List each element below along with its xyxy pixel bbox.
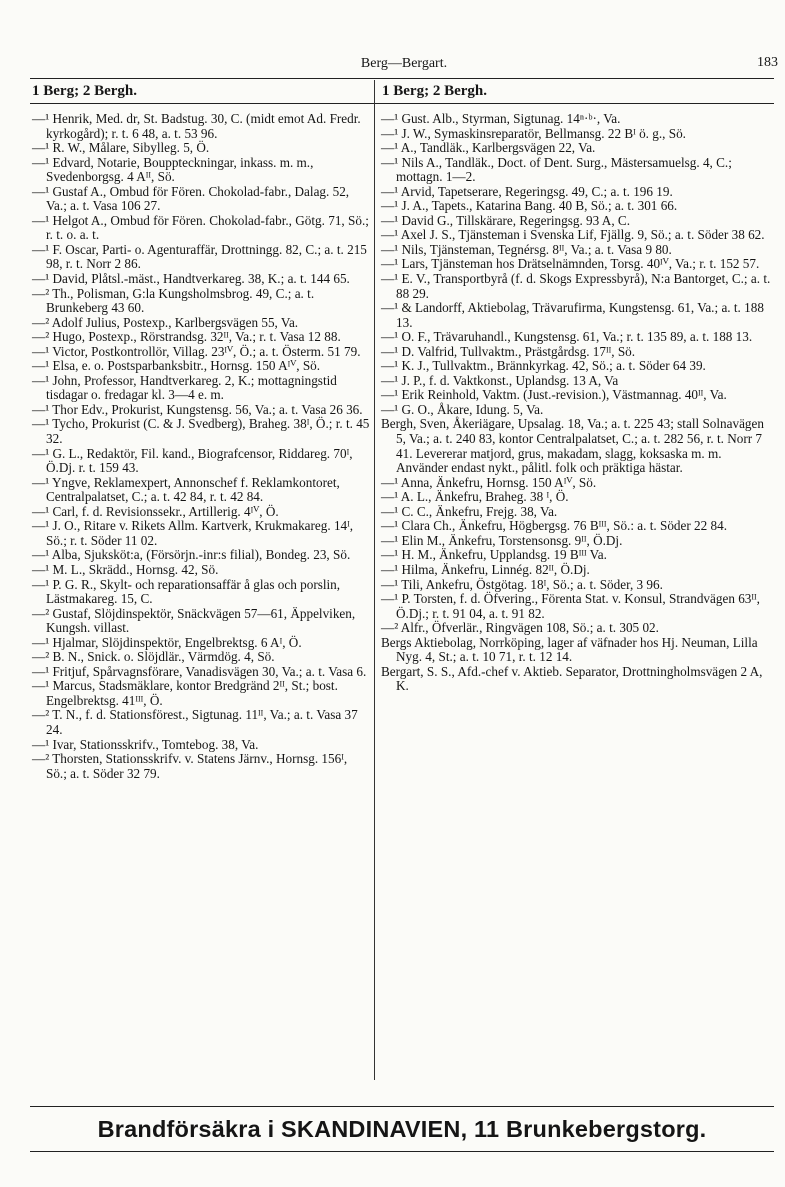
directory-entry: —² T. N., f. d. Stationsförest., Sigtunag. 11ᴵᴵ, Va.; a. t. Vasa 37 24.: [32, 707, 358, 737]
directory-entry: —¹ Gust. Alb., Styrman, Sigtunag. 14ⁿ·ᵇ·, Va.: [381, 111, 621, 126]
directory-entry: —² Gustaf, Slöjdinspektör, Snäckvägen 57—61, Äppelviken, Kungsh. villast.: [32, 605, 356, 636]
directory-entry: —¹ H. M., Änkefru, Upplandsg. 19 Bᴵᴵᴵ Va.: [381, 547, 607, 563]
directory-entry: —¹ Anna, Änkefru, Hornsg. 150 Aᴵⱽ, Sö.: [381, 474, 597, 490]
directory-entry: —¹ P. G. R., Skylt- och reparationsaffär å glas och porslin, Lästmakareg. 15, C.: [32, 576, 341, 607]
directory-entry: —¹ Elsa, e. o. Postsparbanksbitr., Hornsg. 150 Aᴵⱽ, Sö.: [32, 358, 321, 374]
directory-entry: —¹ Marcus, Stadsmäklare, kontor Bredgränd 2ᴵᴵ, St.; bost. Engelbrektsg. 41ᴵᴵᴵ, Ö.: [32, 678, 338, 708]
directory-entry: —¹ O. F., Trävaruhandl., Kungstensg. 61, Va.; r. t. 135 89, a. t. 188 13.: [381, 329, 753, 345]
left-column: [32, 112, 370, 781]
directory-entry: —¹ M. L., Skrädd., Hornsg. 42, Sö.: [32, 561, 219, 577]
directory-entry: —¹ Elin M., Änkefru, Torstensonsg. 9ᴵᴵ, Ö.Dj.: [381, 532, 623, 548]
directory-entry: —¹ K. J., Tullvaktm., Brännkyrkag. 42, Sö.; a. t. Söder 64 39.: [381, 358, 706, 374]
directory-entry: —¹ Tili, Ankefru, Östgötag. 18ᴵ, Sö.; a. t. Söder, 3 96.: [381, 576, 663, 592]
directory-entry: —¹ Carl, f. d. Revisionssekr., Artillerig. 4ᴵⱽ, Ö.: [32, 503, 279, 519]
directory-entry: —¹ Ivar, Stationsskrifv., Tomtebog. 38, Va.: [32, 736, 259, 752]
directory-entry: —¹ Nils, Tjänsteman, Tegnérsg. 8ᴵᴵ, Va.; a. t. Vasa 9 80.: [381, 241, 672, 257]
left-column-heading: 1 Berg; 2 Bergh.: [32, 83, 137, 99]
directory-entry: —¹ Yngve, Reklamexpert, Annonschef f. Reklamkontoret, Centralpalatset, C.; a. t. 42 84, r. t. 42 84.: [32, 474, 340, 505]
directory-entry: —¹ Axel J. S., Tjänsteman i Svenska Lif, Fjällg. 9, Sö.; a. t. Söder 38 62.: [381, 227, 765, 243]
directory-entry: —¹ Fritjuf, Spårvagnsförare, Vanadisvägen 30, Va.; a. t. Vasa 6.: [32, 663, 367, 679]
directory-entry: —¹ F. Oscar, Parti- o. Agenturaffär, Drottningg. 82, C.; a. t. 215 98, r. t. Norr 2 86.: [32, 241, 367, 272]
directory-entry: —¹ Alba, Sjuksköt:a, (Försörjn.-inr:s filial), Bondeg. 23, Sö.: [32, 547, 351, 563]
directory-entry: —¹ D. Valfrid, Tullvaktm., Prästgårdsg. 17ᴵᴵ, Sö.: [381, 343, 636, 359]
directory-entry: Bergs Aktiebolag, Norrköping, lager af väfnader hos Hj. Neuman, Lilla Nyg. 4, St.; a. t. 10 71, r. t. 12 14.: [381, 634, 758, 665]
directory-entry: —¹ Henrik, Med. dr, St. Badstug. 30, C. (midt emot Ad. Fredr. kyrkogård); r. t. 6 48, a. t. 53 96.: [32, 111, 361, 141]
directory-entry: —¹ David G., Tillskärare, Regeringsg. 93 A, C.: [381, 212, 631, 228]
directory-entry: —¹ Clara Ch., Änkefru, Högbergsg. 76 Bᴵᴵᴵ, Sö.: a. t. Söder 22 84.: [381, 518, 728, 534]
directory-entry: —¹ J. P., f. d. Vaktkonst., Uplandsg. 13 A, Va: [381, 372, 619, 388]
directory-entry: Bergh, Sven, Åkeriägare, Upsalag. 18, Va.; a. t. 225 43; stall Solnavägen 5, Va.; a. t. 240 83, kontor Centralpalatset, C.; a. t. 282 56, r. t. Norr 7 41. Levererar matjord, grus, makadam, slagg, koksaska m. m. Använder endast nykt., pålitl. folk och präktiga hästar.: [381, 416, 764, 476]
directory-entry: —² Alfr., Öfverlär., Ringvägen 108, Sö.; a. t. 305 02.: [381, 620, 659, 636]
directory-entry: —¹ Arvid, Tapetserare, Regeringsg. 49, C.; a. t. 196 19.: [381, 183, 673, 199]
directory-entry: —¹ G. L., Redaktör, Fil. kand., Biografcensor, Riddareg. 70ᴵ, Ö.Dj. r. t. 159 43.: [32, 445, 353, 476]
header-rule: [30, 78, 774, 79]
directory-entry: —¹ Victor, Postkontrollör, Villag. 23ᴵⱽ, Ö.; a. t. Österm. 51 79.: [32, 343, 361, 359]
directory-entry: —¹ C. C., Änkefru, Frejg. 38, Va.: [381, 503, 558, 519]
directory-entry: —¹ Tycho, Prokurist (C. & J. Svedberg), Braheg. 38ᴵ, Ö.; r. t. 45 32.: [32, 416, 370, 447]
directory-entry: —¹ David, Plåtsl.-mäst., Handtverkareg. 38, K.; a. t. 144 65.: [32, 271, 350, 287]
directory-entry: Bergart, S. S., Afd.-chef v. Aktieb. Separator, Drottningholmsvägen 2 A, K.: [381, 663, 763, 694]
right-column: [381, 112, 771, 694]
directory-entry: —¹ G. O., Åkare, Idung. 5, Va.: [381, 401, 544, 417]
directory-entry: —¹ Thor Edv., Prokurist, Kungstensg. 56, Va.; a. t. Vasa 26 36.: [32, 401, 363, 417]
directory-entry: —² Th., Polisman, G:la Kungsholmsbrog. 49, C.; a. t. Brunkeberg 43 60.: [32, 285, 315, 316]
running-title: Berg—Bergart.: [360, 56, 448, 71]
directory-entry: —¹ A. L., Änkefru, Braheg. 38 ᴵ, Ö.: [381, 489, 569, 505]
directory-entry: —¹ Erik Reinhold, Vaktm. (Just.-revision.), Västmannag. 40ᴵᴵ, Va.: [381, 387, 727, 403]
right-column-heading: 1 Berg; 2 Bergh.: [382, 83, 487, 99]
page-number: 183: [757, 55, 778, 70]
directory-entry: —¹ J. A., Tapets., Katarina Bang. 40 B, Sö.; a. t. 301 66.: [381, 198, 678, 214]
directory-entry: —¹ Lars, Tjänsteman hos Drätselnämnden, Torsg. 40ᴵⱽ, Va.; r. t. 152 57.: [381, 256, 760, 272]
directory-entry: —¹ Hjalmar, Slöjdinspektör, Engelbrektsg. 6 Aᴵ, Ö.: [32, 634, 302, 650]
advert-banner: Brandförsäkra i SKANDINAVIEN, 11 Brunkebergstorg.: [30, 1106, 774, 1152]
directory-entry: —¹ Edvard, Notarie, Bouppteckningar, inkass. m. m., Svedenborgsg. 4 Aᴵᴵ, Sö.: [32, 154, 314, 185]
directory-entry: —² Thorsten, Stationsskrifv. v. Statens Järnv., Hornsg. 156ᴵ, Sö.; a. t. Söder 32 79.: [32, 751, 348, 781]
directory-entry: —¹ Hilma, Änkefru, Linnég. 82ᴵᴵ, Ö.Dj.: [381, 561, 590, 577]
directory-entry: —¹ R. W., Målare, Sibylleg. 5, Ö.: [32, 140, 210, 156]
directory-entry: —² Hugo, Postexp., Rörstrandsg. 32ᴵᴵ, Va.; r. t. Vasa 12 88.: [32, 329, 341, 345]
page-header: [26, 50, 782, 76]
column-divider: [374, 80, 375, 1080]
directory-entry: —¹ J. W., Symaskinsreparatör, Bellmansg. 22 Bᴵ ö. g., Sö.: [381, 125, 686, 141]
directory-entry: —² Adolf Julius, Postexp., Karlbergsvägen 55, Va.: [32, 314, 299, 330]
directory-entry: —¹ & Landorff, Aktiebolag, Trävarufirma, Kungstensg. 61, Va.; a. t. 188 13.: [381, 300, 764, 330]
directory-entry: —¹ J. O., Ritare v. Rikets Allm. Kartverk, Krukmakareg. 14ᴵ, Sö.; r. t. Söder 11 02.: [32, 518, 354, 548]
heading-rule: [30, 103, 774, 104]
directory-entry: —¹ A., Tandläk., Karlbergsvägen 22, Va.: [381, 140, 596, 156]
directory-entry: —¹ Nils A., Tandläk., Doct. of Dent. Surg., Mästersamuelsg. 4, C.; mottagn. 1—2.: [381, 154, 732, 185]
directory-entry: —¹ E. V., Transportbyrå (f. d. Skogs Expressbyrå), N:a Bantorget, C.; a. t. 88 29.: [381, 271, 771, 301]
directory-entry: —¹ P. Torsten, f. d. Öfvering., Förenta Stat. v. Konsul, Strandvägen 63ᴵᴵ, Ö.Dj.; r. t. 91 04, a. t. 91 82.: [381, 591, 760, 621]
directory-entry: —² B. N., Snick. o. Slöjdlär., Värmdög. 4, Sö.: [32, 649, 275, 665]
directory-entry: —¹ John, Professor, Handtverkareg. 2, K.; mottagningstid tisdagar o. fredagar kl. 3—4 e. m.: [32, 372, 337, 403]
directory-entry: —¹ Helgot A., Ombud för Fören. Chokolad-fabr., Götg. 71, Sö.; r. t. o. a. t.: [32, 212, 369, 243]
directory-entry: —¹ Gustaf A., Ombud för Fören. Chokolad-fabr., Dalag. 52, Va.; a. t. Vasa 106 27.: [32, 183, 350, 214]
